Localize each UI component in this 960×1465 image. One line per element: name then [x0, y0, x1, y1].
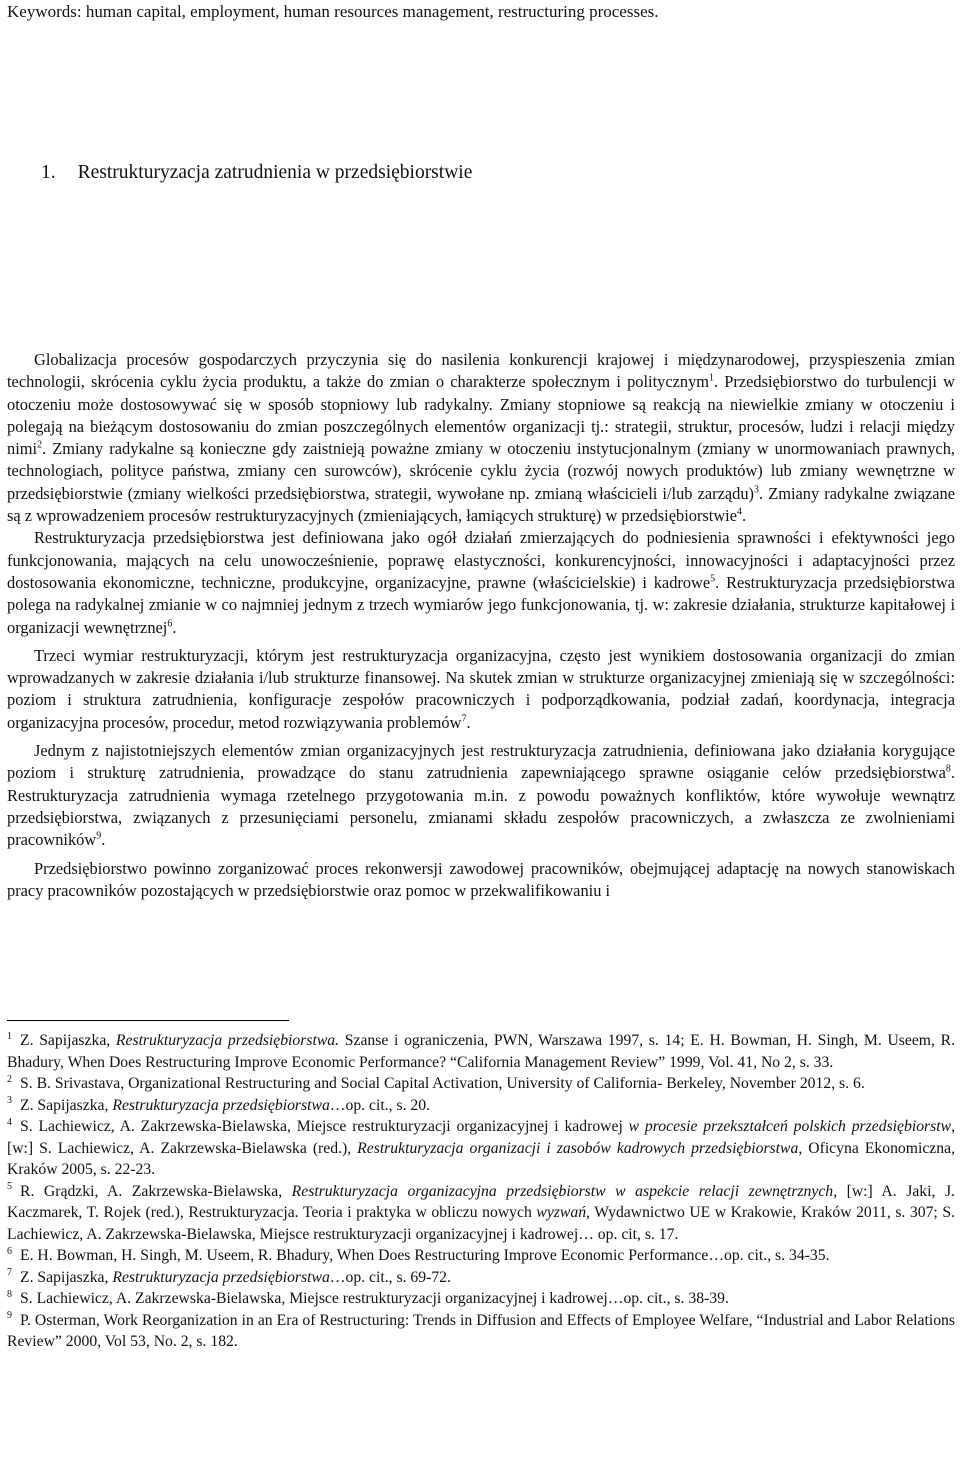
text-run: S. Lachiewicz, A. Zakrzewska-Bielawska, Miejsce restrukturyzacji organizacyjnej i kadrowej…op. cit., s. 38-39.	[20, 1290, 729, 1307]
text-run: . Restrukturyzacja zatrudnienia wymaga rzetelnego przygotowania m.in. z powodu poważnych konfliktów, które wywołuje wewnątrz przedsiębiorstwa, związanych z przesunięciami personelu, zmianami składu zespołów pracowniczych, a zwłaszcza ze zwolnieniami pracowników	[7, 763, 955, 850]
footnote-1	[7, 1030, 955, 1073]
text-run: . Zmiany radykalne są konieczne gdy zaistnieją poważne zmiany w otoczeniu instytucjonalnym (zmiany w unormowaniach prawnych, technologiach, polityce państwa, zmiany cen surowców), skrócenie cyklu życia (rozwój nowych produktów) lub zmiany wewnętrzne w przedsiębiorstwie (zmiany wielkości przedsiębiorstwa, strategii, wywołane np. zmianą właścicieli i/lub zarządu)	[7, 439, 955, 503]
footnote-ref: 1	[709, 372, 715, 384]
text-run: , [w:] S. Lachiewicz, A. Zakrzewska-Bielawska (red.),	[7, 1118, 955, 1157]
footnote-7	[7, 1267, 955, 1289]
footnote-number: 5	[7, 1181, 12, 1193]
footnote-number: 6	[7, 1245, 12, 1257]
text-run: Oficyna Ekonomiczna, Kraków 2005, s. 22-23.	[7, 1139, 955, 1178]
footnote-4	[7, 1116, 955, 1181]
text-run: . Restrukturyzacja przedsiębiorstwa polega na radykalnej zmianie w co najmniej jednym z trzech wymiarów jego funkcjonowania, tj. w: zakresie działania, strukturze kapitałowej i organizacji wewnętrznej	[7, 572, 955, 637]
footnote-ref: 3	[754, 484, 759, 496]
footnote-8	[7, 1288, 955, 1310]
footnote-separator	[7, 1020, 289, 1021]
text-run: Trzeci wymiar restrukturyzacji, którym jest restrukturyzacja organizacyjna, często jest wynikiem dostosowania organizacji do zmian wprowadzanych w zakresie działania i/lub strukturze finansowej. Na skutek zmian w strukturze organizacyjnej zmieniają się w szczególności: poziom i struktura zatrudnienia, konfiguracje zespołów pracowniczych i podporządkowania, podział zadań, koordynacja, integracja organizacyjna procesów, procedur, metod rozwiązywania problemów	[7, 645, 955, 732]
italic-run: wyzwań,	[536, 1204, 590, 1221]
keywords-line	[7, 2, 658, 22]
footnote-ref: 6	[167, 618, 173, 630]
text-run: .	[101, 830, 106, 850]
text-run: R. Grądzki, A. Zakrzewska-Bielawska,	[20, 1182, 292, 1200]
italic-run: Restrukturyzacja organizacji i zasobów kadrowych przedsiębiorstwa,	[357, 1139, 803, 1157]
body-text	[7, 349, 955, 902]
text-run: …op. cit., s. 20.	[329, 1096, 431, 1114]
text-run: P. Osterman, Work Reorganization in an Era of Restructuring: Trends in Diffusion and Effects of Employee Welfare, “Industrial and Labor Relations Review” 2000, Vol 53, No. 2, s. 182.	[7, 1311, 955, 1350]
footnote-9	[7, 1310, 955, 1353]
footnote-ref: 4	[737, 506, 742, 518]
text-run: Z. Sapijaszka,	[20, 1268, 113, 1286]
paragraph-5	[7, 858, 955, 903]
footnote-ref: 8	[945, 763, 951, 775]
text-run: E. H. Bowman, H. Singh, M. Useem, R. Bhadury, When Does Restructuring Improve Economic Performance…op. cit., s. 34-35.	[20, 1247, 830, 1264]
section-heading	[41, 162, 472, 184]
paragraph-4	[7, 740, 955, 851]
keywords-label: Keywords:	[7, 2, 82, 21]
footnote-number: 3	[7, 1095, 12, 1107]
footnotes	[7, 1030, 955, 1353]
text-run: Przedsiębiorstwo powinno zorganizować proces rekonwersji zawodowej pracowników, obejmującej adaptację na nowych stanowiskach pracy pracowników pozostających w przedsiębiorstwie oraz pomoc w przekwalifikowaniu i	[7, 858, 955, 900]
footnote-number: 2	[7, 1073, 12, 1085]
footnote-number: 4	[7, 1116, 12, 1128]
italic-run: Restrukturyzacja przedsiębiorstwa	[112, 1268, 330, 1286]
text-run: …op. cit., s. 69-72.	[329, 1268, 451, 1286]
footnote-number: 9	[7, 1310, 12, 1322]
footnote-number: 8	[7, 1288, 12, 1300]
italic-run: w procesie przekształceń polskich przedsiębiorstw	[628, 1118, 952, 1135]
italic-run: Restrukturyzacja przedsiębiorstwa	[112, 1096, 330, 1114]
footnote-5	[7, 1181, 955, 1246]
footnote-ref: 2	[37, 439, 43, 451]
section-number: 1.	[41, 162, 56, 183]
text-run: Szanse i ograniczenia, PWN, Warszawa 1997, s. 14; E. H. Bowman, H. Singh, M. Useem, R. Bhadury, When Does Restructuring Improve Economic Performance? “California Management Review” 1999, Vol. 41, No 2, s. 33.	[7, 1032, 956, 1071]
section-title: Restrukturyzacja zatrudnienia w przedsiębiorstwie	[77, 162, 473, 183]
footnote-number: 7	[7, 1267, 12, 1279]
italic-run: Restrukturyzacja przedsiębiorstwa.	[115, 1032, 340, 1049]
paragraph-2	[7, 527, 955, 638]
text-run: S. Lachiewicz, A. Zakrzewska-Bielawska, Miejsce restrukturyzacji organizacyjnej i kadrowej	[20, 1118, 629, 1135]
text-run: Globalizacja procesów gospodarczych przyczynia się do nasilenia konkurencji krajowej i międzynarodowej, przyspieszenia zmian technologii, skrócenia cyklu życia produktu, a także do zmian o charakterze społecznym i politycznym	[7, 350, 955, 392]
text-run: Restrukturyzacja przedsiębiorstwa jest definiowana jako ogół działań zmierzających do podniesienia sprawności i efektywności jego funkcjonowania, mających na celu unowocześnienie, poprawę elastyczności, konkurencyjności, innowacyjności i adaptacyjności przez dostosowania ekonomiczne, techniczne, produkcyjne, organizacyjne, prawne (właścicielskie) i kadrowe	[7, 528, 955, 592]
text-run: Z. Sapijaszka,	[20, 1032, 116, 1049]
footnote-3	[7, 1095, 955, 1117]
text-run: .	[172, 617, 177, 637]
text-run: [w:] A. Jaki, J. Kaczmarek, T. Rojek (red.), Restrukturyzacja. Teoria i praktyka w obliczu nowych	[7, 1182, 955, 1221]
text-run: . Zmiany radykalne związane są z wprowadzeniem procesów restrukturyzacyjnych (zmieniających, łamiących strukturę) w przedsiębiorstwie	[7, 483, 955, 526]
text-run: Z. Sapijaszka,	[20, 1096, 113, 1114]
italic-run: Restrukturyzacja organizacyjna przedsiębiorstw w aspekcie relacji zewnętrznych,	[291, 1182, 838, 1200]
footnote-6	[7, 1245, 955, 1267]
footnote-number: 1	[7, 1030, 12, 1042]
text-run: .	[466, 712, 471, 732]
text-run: .	[742, 506, 747, 526]
text-run: Jednym z najistotniejszych elementów zmian organizacyjnych jest restrukturyzacja zatrudnienia, definiowana jako działania korygujące poziom i strukturę zatrudnienia, prowadzące do stanu zatrudnienia zapewniającego sprawne osiąganie celów przedsiębiorstwa	[7, 741, 955, 783]
text-run: S. B. Srivastava, Organizational Restructuring and Social Capital Activation, University of California- Berkeley, November 2012, s. 6.	[20, 1075, 865, 1092]
paragraph-3	[7, 645, 955, 734]
keywords-text: human capital, employment, human resources management, restructuring processes.	[81, 2, 659, 21]
text-run: . Przedsiębiorstwo do turbulencji w otoczeniu może dostosowywać się w sposób stopniowy lub radykalny. Zmiany stopniowe są reakcją na niewielkie zmiany w otoczeniu i polegają na bieżącym dostosowaniu do zmian poszczególnych elementów organizacji tj.: strategii, struktur, procesów, ludzi i relacji między nimi	[7, 372, 955, 459]
paragraph-1	[7, 349, 955, 527]
footnote-ref: 7	[461, 713, 467, 725]
footnote-ref: 9	[96, 830, 102, 842]
text-run: Wydawnictwo UE w Krakowie, Kraków 2011, s. 307; S. Lachiewicz, A. Zakrzewska-Bielawska, Miejsce restrukturyzacji organizacyjnej i kadrowej… op. cit, s. 17.	[7, 1204, 955, 1243]
footnote-ref: 5	[710, 573, 716, 585]
footnote-2	[7, 1073, 955, 1095]
